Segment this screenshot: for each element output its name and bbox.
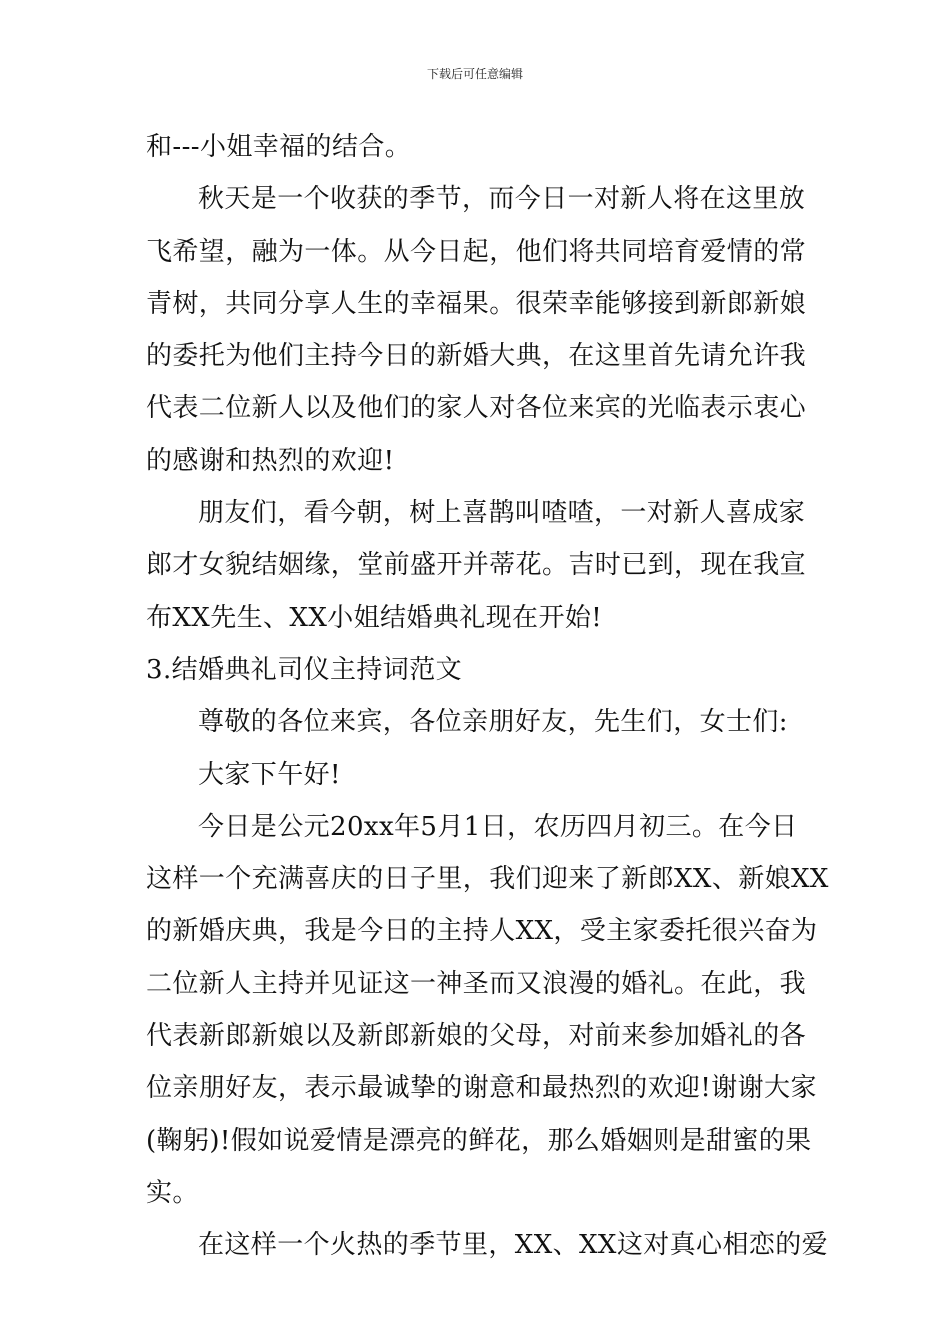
page-header: 下载后可任意编辑 [426, 67, 523, 81]
text-line: 的委托为他们主持今日的新婚大典，在这里首先请允许我 [146, 341, 807, 372]
text-line: 的新婚庆典，我是今日的主持人XX，受主家委托很兴奋为 [146, 916, 818, 947]
text-line: 朋友们，看今朝，树上喜鹊叫喳喳，一对新人喜成家 [198, 498, 806, 529]
text-line: 代表二位新人以及他们的家人对各位来宾的光临表示衷心 [146, 393, 807, 424]
text-line: 今日是公元20xx年5月1日，农历四月初三。在今日 [198, 811, 798, 842]
text-line: 3.结婚典礼司仪主持词范文 [146, 654, 463, 685]
text-line: 和---小姐幸福的结合。 [146, 132, 412, 162]
text-line: 秋天是一个收获的季节，而今日一对新人将在这里放 [198, 184, 806, 215]
text-line: 郎才女貌结姻缘，堂前盛开并蒂花。吉时已到，现在我宣 [146, 550, 807, 581]
text-line: 在这样一个火热的季节里，XX、XX这对真心相恋的爱 [198, 1230, 829, 1261]
text-line: 尊敬的各位来宾，各位亲朋好友，先生们，女士们: [198, 707, 788, 738]
text-line: 的感谢和热烈的欢迎! [146, 445, 395, 476]
document-body [146, 121, 829, 1272]
text-line: 代表新郎新娘以及新郎新娘的父母，对前来参加婚礼的各 [146, 1021, 807, 1052]
text-line: 二位新人主持并见证这一神圣而又浪漫的婚礼。在此，我 [146, 968, 807, 999]
text-line: 实。 [146, 1177, 199, 1208]
text-line: 这样一个充满喜庆的日子里，我们迎来了新郎XX、新娘XX [146, 864, 829, 895]
text-line: 大家下午好! [198, 759, 341, 790]
text-line: (鞠躬)!假如说爱情是漂亮的鲜花，那么婚姻则是甜蜜的果 [146, 1125, 812, 1156]
text-line: 位亲朋好友，表示最诚挚的谢意和最热烈的欢迎!谢谢大家 [146, 1073, 817, 1104]
text-line: 青树，共同分享人生的幸福果。很荣幸能够接到新郎新娘 [146, 288, 807, 319]
text-line: 飞希望，融为一体。从今日起，他们将共同培育爱情的常 [146, 236, 807, 267]
text-line: 布XX先生、XX小姐结婚典礼现在开始! [146, 602, 603, 633]
